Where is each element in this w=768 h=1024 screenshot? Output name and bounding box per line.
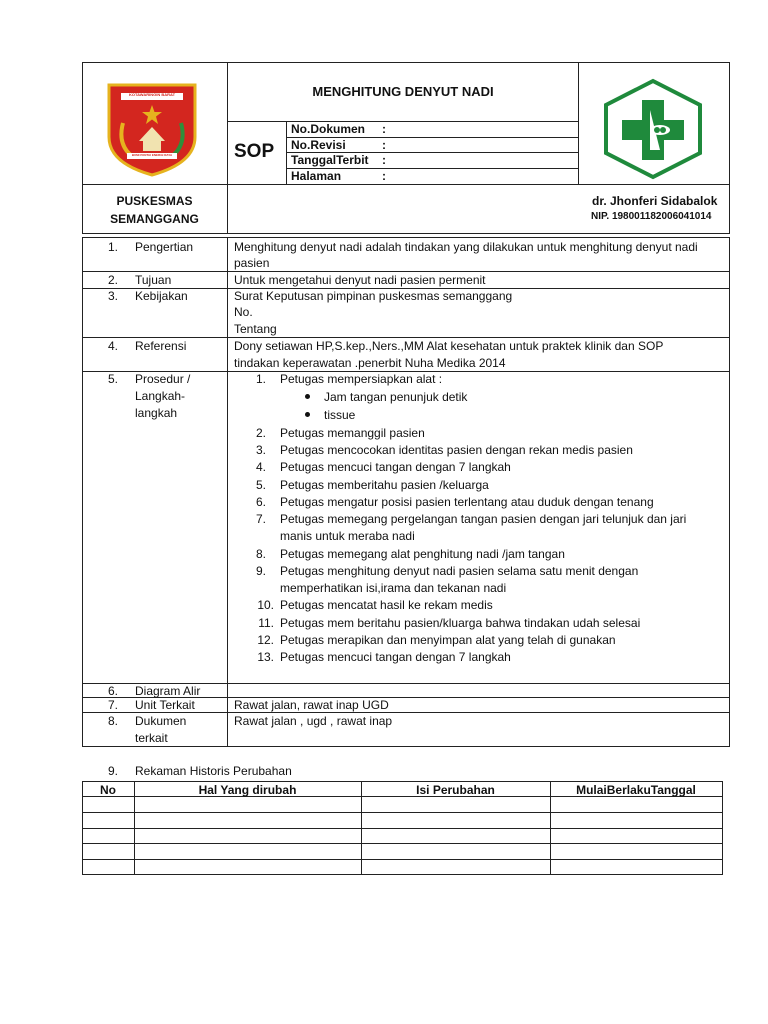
signer-nip: NIP. 198001182006041014 xyxy=(591,211,712,222)
row-label-diagram: Diagram Alir xyxy=(135,684,201,698)
logo-top-text: KOTAWARINGIN BARAT xyxy=(128,92,176,97)
history-col-header: Isi Perubahan xyxy=(416,783,495,797)
row-num: 4. xyxy=(108,339,119,353)
row-label-prosedur: Prosedur / xyxy=(135,372,191,386)
row-label-dokumen: terkait xyxy=(135,731,168,745)
pengertian-line: Menghitung denyut nadi adalah tindakan yang dilakukan untuk menghitung denyut nadi xyxy=(234,240,698,254)
meta-sep: : xyxy=(382,169,386,183)
row-label-referensi: Referensi xyxy=(135,339,187,353)
row-num: 8. xyxy=(108,714,119,728)
row-label-prosedur: langkah xyxy=(135,406,178,420)
meta-label-dokumen: No.Dokumen xyxy=(291,122,366,136)
row-label-kebijakan: Kebijakan xyxy=(135,289,188,303)
row-label-prosedur: Langkah- xyxy=(135,389,186,403)
history-num: 9. xyxy=(108,764,119,778)
pengertian-line: pasien xyxy=(234,256,270,270)
meta-label-tanggal: TanggalTerbit xyxy=(291,153,369,167)
referensi-line: tindakan keperawatan .penerbit Nuha Medika 2014 xyxy=(234,356,506,370)
history-col-header: Hal Yang dirubah xyxy=(198,783,297,797)
history-title: Rekaman Historis Perubahan xyxy=(135,764,292,778)
row-label-dokumen: Dukumen xyxy=(135,714,187,728)
unit-line: Rawat jalan, rawat inap UGD xyxy=(234,698,389,712)
tujuan-line: Untuk mengetahui denyut nadi pasien permenit xyxy=(234,273,486,287)
row-num: 5. xyxy=(108,372,119,386)
bullet-icon xyxy=(305,412,310,417)
kebijakan-line: No. xyxy=(234,305,253,319)
referensi-line: Dony setiawan HP,S.kep.,Ners.,MM Alat kesehatan untuk praktek klinik dan SOP xyxy=(234,339,664,353)
meta-label-halaman: Halaman xyxy=(291,169,342,183)
list-item-cont: manis untuk meraba nadi xyxy=(280,529,415,543)
row-num: 1. xyxy=(108,240,119,254)
list-item-cont: memperhatikan isi,irama dan tekanan nadi xyxy=(280,581,507,595)
history-col-header: MulaiBerlakuTanggal xyxy=(576,783,696,797)
meta-sep: : xyxy=(382,122,386,136)
row-label-unit: Unit Terkait xyxy=(135,698,195,712)
logo-bottom-text: BUMI PANTAI ENERGI RAYA xyxy=(131,153,173,157)
puskesmas-logo xyxy=(600,78,706,180)
row-label-tujuan: Tujuan xyxy=(135,273,172,287)
row-num: 6. xyxy=(108,684,119,698)
list-subitem: Jam tangan penunjuk detik xyxy=(324,390,468,404)
list-subitem: tissue xyxy=(324,408,356,422)
row-num: 3. xyxy=(108,289,119,303)
meta-sep: : xyxy=(382,153,386,167)
kebijakan-line: Surat Keputusan pimpinan puskesmas semanggang xyxy=(234,289,513,303)
dokumen-line: Rawat jalan , ugd , rawat inap xyxy=(234,714,393,728)
sop-label: SOP xyxy=(234,141,275,162)
signer-name: dr. Jhonferi Sidabalok xyxy=(592,194,718,208)
row-num: 7. xyxy=(108,698,119,712)
row-label-pengertian: Pengertian xyxy=(135,240,194,254)
meta-sep: : xyxy=(382,138,386,152)
page-title: MENGHITUNG DENYUT NADI xyxy=(312,84,494,99)
org-name: PUSKESMAS SEMANGGANG xyxy=(110,194,199,226)
row-num: 2. xyxy=(108,273,119,287)
meta-label-revisi: No.Revisi xyxy=(291,138,346,152)
kebijakan-line: Tentang xyxy=(234,322,277,336)
history-col-header: No xyxy=(100,783,116,797)
bullet-icon xyxy=(305,394,310,399)
